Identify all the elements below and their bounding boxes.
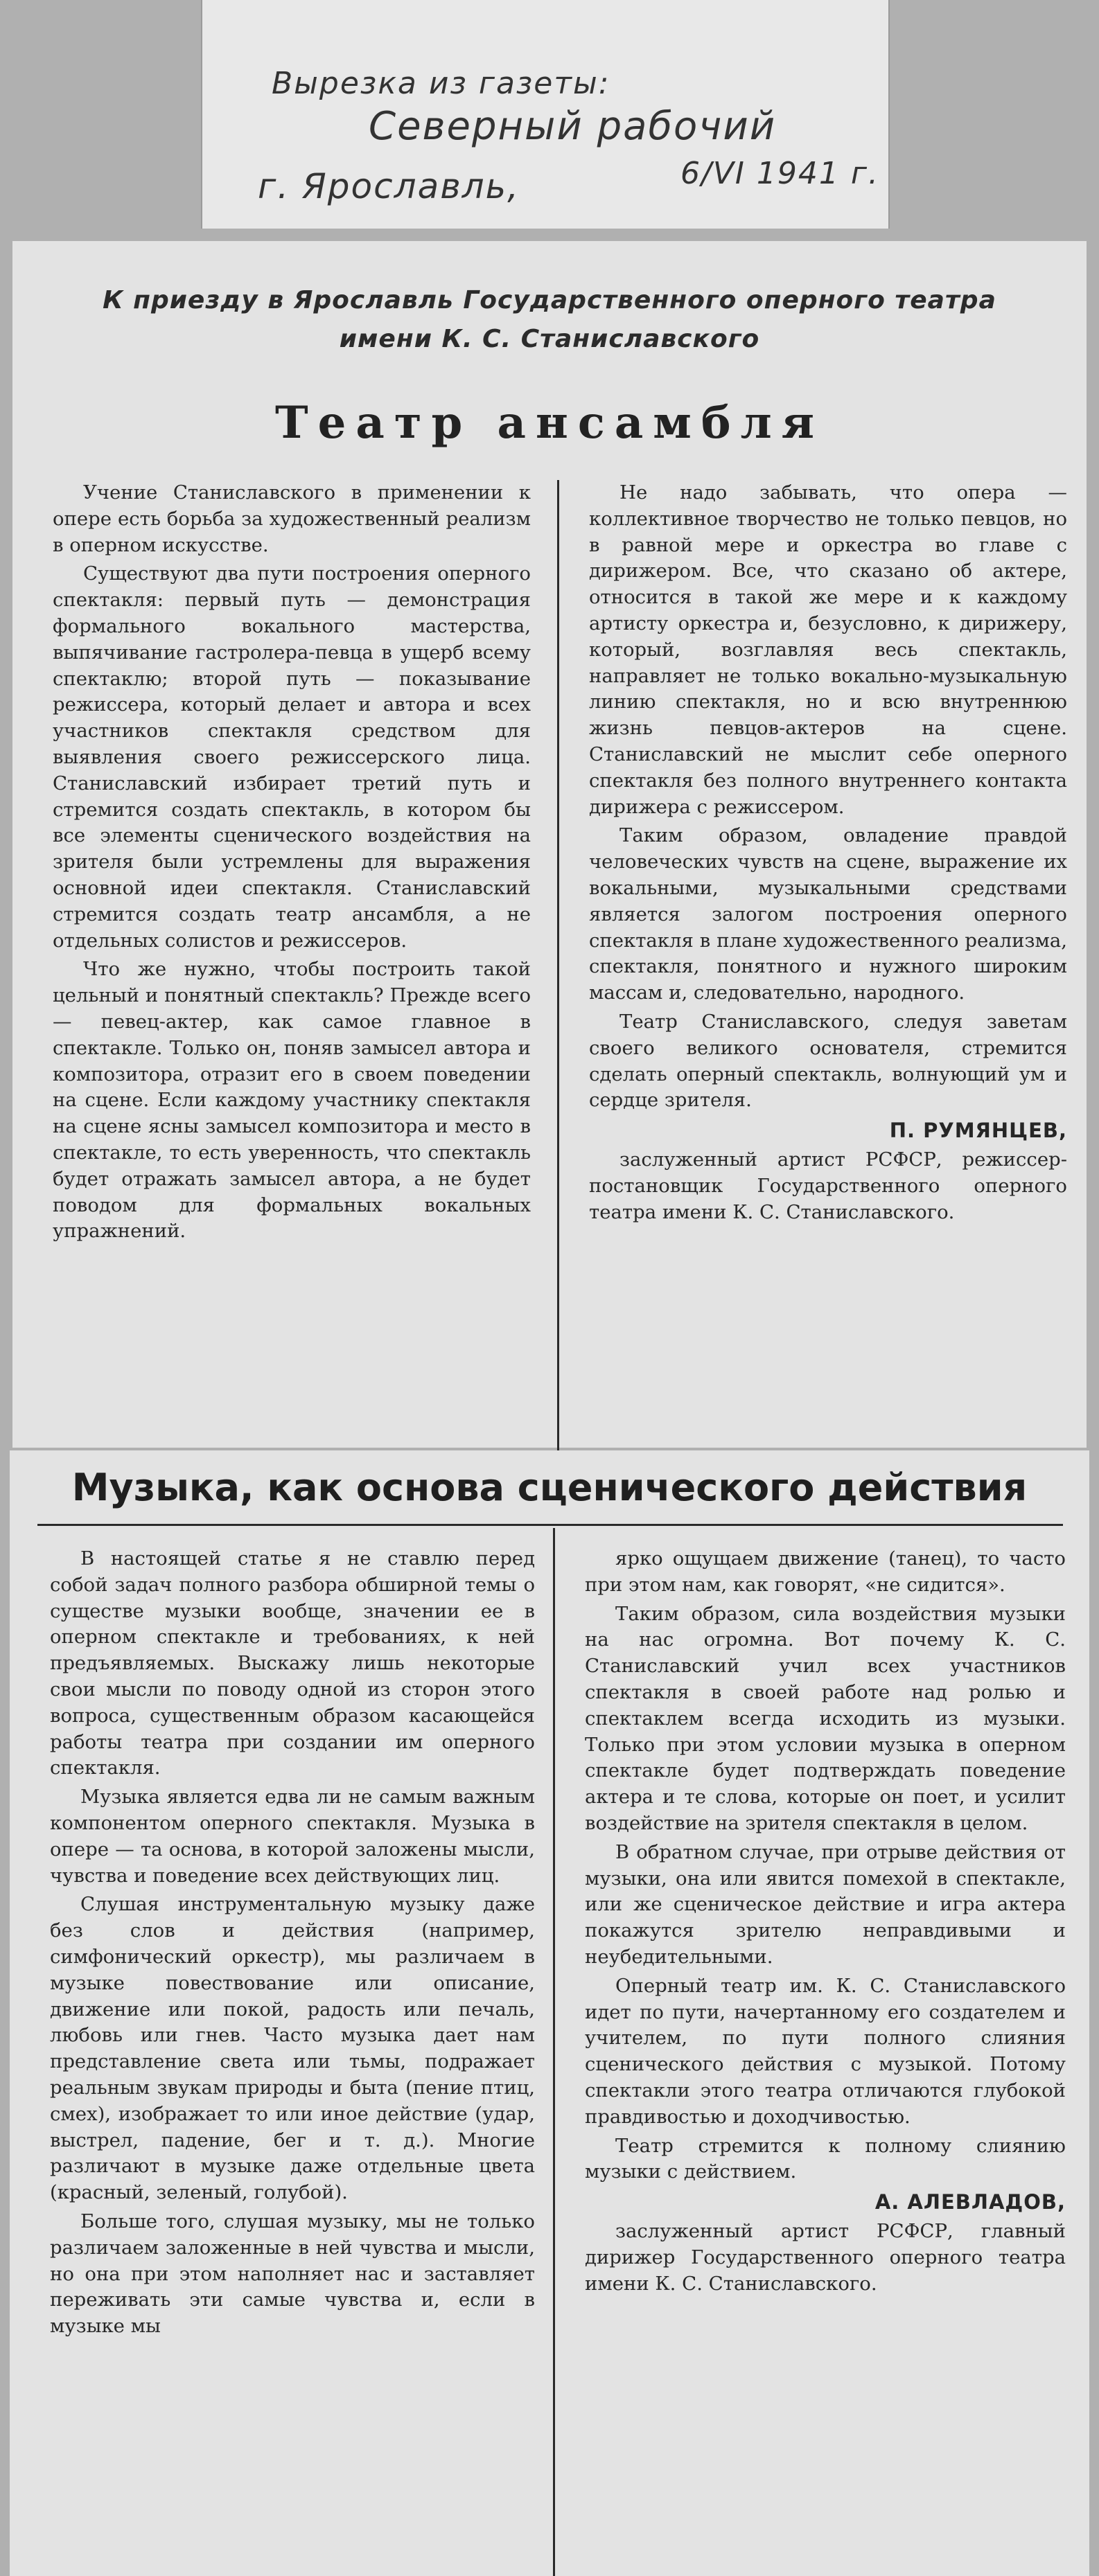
paragraph: В настоящей статье я не ставлю перед собой задач полного разбора обширной темы о существе музыки вообще, значении ее в оперном спектакле и требованиях, к ней предъявляемых. Выскажу лишь некоторые свои мысли по поводу одной из сторон этого вопроса, существенным образом касающейся работы театра при создании им оперного спектакля. xyxy=(50,1547,535,1779)
clipping-music-basis xyxy=(10,1450,1089,2576)
article-title: Театр ансамбля xyxy=(275,397,824,449)
column-divider xyxy=(557,480,559,1457)
article-column-left xyxy=(53,480,531,1245)
paragraph: Учение Станиславского в применении к опере есть борьба за художественный реализм в оперном искусстве. xyxy=(53,481,531,556)
paragraph: Музыка является едва ли не самым важным компонентом оперного спектакля. Музыка в опере — та основа, в которой заложены мысли, чувства и поведение всех действующих лиц. xyxy=(50,1786,535,1887)
paragraph: Театр Станиславского, следуя заветам своего великого основателя, стремится сделать оперный спектакль, волнующий ум и сердце зрителя. xyxy=(589,1010,1067,1112)
paragraph: Таким образом, овладение правдой человеческих чувств на сцене, выражение их вокальными, музыкальными средствами является залогом построения оперного спектакля в плане художественного реализма, спектакля, понятного и нужного широким массам и, следовательно, народного. xyxy=(589,824,1067,1004)
paragraph: Таким образом, сила воздействия музыки на нас огромна. Вот почему К. С. Станиславский учил всех участников спектакля в своей работе над ролью и спектаклем всегда исходить из музыки. Только при этом условии музыка в оперном спектакле будет подтверждать поведение актера и те слова, которые он поет, и усилит воздействие на зрителя спектакля в целом. xyxy=(585,1602,1066,1834)
article-column-left xyxy=(50,1546,535,2340)
note-newspaper-name: Северный рабочий xyxy=(369,104,777,149)
column-divider xyxy=(553,1528,555,2576)
paragraph: Что же нужно, чтобы построить такой цельный и понятный спектакль? Прежде всего — певец-актер, как самое главное в спектакле. Только он, поняв замысел автора и композитора, отразит его в своем поведении на сцене. Если каждому участнику спектакля на сцене ясны замысел композитора и место в спектакле, то есть уверенность, что спектакль будет отражать замысел автора, а не будет поводом для формальных вокальных упражнений. xyxy=(53,958,531,1243)
paragraph: Существуют два пути построения оперного спектакля: первый путь — демонстрация формального вокального мастерства, выпячивание гастролера-певца в ущерб всему спектаклю; второй путь — показывание режиссера, который делает и автора и всех участников спектакля средством для выявления своего режиссерского лица. Станиславский избирает третий путь и стремится создать спектакль, в котором бы все элементы сценического воздействия на зрителя были устремлены для выражения основной идеи спектакля. Станиславский стремится создать театр ансамбля, а не отдельных солистов и режиссеров. xyxy=(53,562,531,952)
paragraph: Слушая инструментальную музыку даже без слов и действия (например, симфонический оркестр), мы различаем в музыке повествование или описание, движение или покой, радость или печаль, любовь или гнев. Часто музыка дает нам представление света или тьмы, подражает реальным звукам природы и быта (пение птиц, смех), изображает то или иное действие (удар, выстрел, падение, бег и т. д.). Многие различают в музыке даже отдельные цвета (красный, зеленый, голубой). xyxy=(50,1893,535,2204)
author-title: заслуженный артист РСФСР, главный дирижер Государственного оперного театра имени К. С. Станиславского. xyxy=(585,2219,1066,2295)
paragraph: Театр стремится к полному слиянию музыки с действием. xyxy=(585,2134,1066,2183)
article-column-right xyxy=(585,1546,1066,2297)
note-city: г. Ярославль, xyxy=(258,166,520,206)
paragraph: Оперный театр им. К. С. Станиславского идет по пути, начертанному его создателем и учителем, по пути полного слияния сценического действия с музыкой. Потому спектакли этого театра отличаются глубокой правдивостью и доходчивостью. xyxy=(585,1974,1066,2128)
paragraph: Больше того, слушая музыку, мы не только различаем заложенные в ней чувства и мысли, но она при этом наполняет нас и заставляет переживать эти самые чувства и, если в музыке мы xyxy=(50,2210,535,2338)
rubric-line-1: К приезду в Ярославль Государственного оперного театра xyxy=(103,286,996,314)
paragraph: В обратном случае, при отрыве действия от музыки, она или явится помехой в спектакле, или же сценическое действие и игра актера покажутся зрителю неправдивыми и неубедительными. xyxy=(585,1840,1066,1968)
note-date: 6/VI 1941 г. xyxy=(680,156,879,191)
article-rubric xyxy=(12,281,1087,359)
article-title: Музыка, как основа сценического действия xyxy=(71,1466,1028,1509)
note-line-1: Вырезка из газеты: xyxy=(272,66,610,101)
clipping-theatre-ensemble xyxy=(12,241,1087,1448)
author-signature: А. АЛЕВЛАДОВ, xyxy=(874,2190,1066,2214)
title-rule xyxy=(37,1524,1063,1526)
handwritten-note xyxy=(201,0,890,229)
rubric-line-2: имени К. С. Станиславского xyxy=(339,325,760,353)
author-title: заслуженный артист РСФСР, режиссер-постановщик Государственного оперного театра имени К. С. Станиславского. xyxy=(589,1148,1067,1223)
author-signature: П. РУМЯНЦЕВ, xyxy=(889,1119,1067,1143)
paragraph: Не надо забывать, что опера — коллективное творчество не только певцов, но в равной мере и оркестра во главе с дирижером. Все, что сказано об актере, относится в такой же мере и к каждому артисту оркестра и, безусловно, к дирижеру, который, возглавляя весь спектакль, направляет не только вокально-музыкальную линию спектакля, но и всю внутреннюю жизнь певцов-актеров на сцене. Станиславский не мыслит себе оперного спектакля без полного внутреннего контакта дирижера с режиссером. xyxy=(589,481,1067,818)
article-column-right xyxy=(589,480,1067,1225)
paragraph: ярко ощущаем движение (танец), то часто при этом нам, как говорят, «не сидится». xyxy=(585,1547,1066,1596)
